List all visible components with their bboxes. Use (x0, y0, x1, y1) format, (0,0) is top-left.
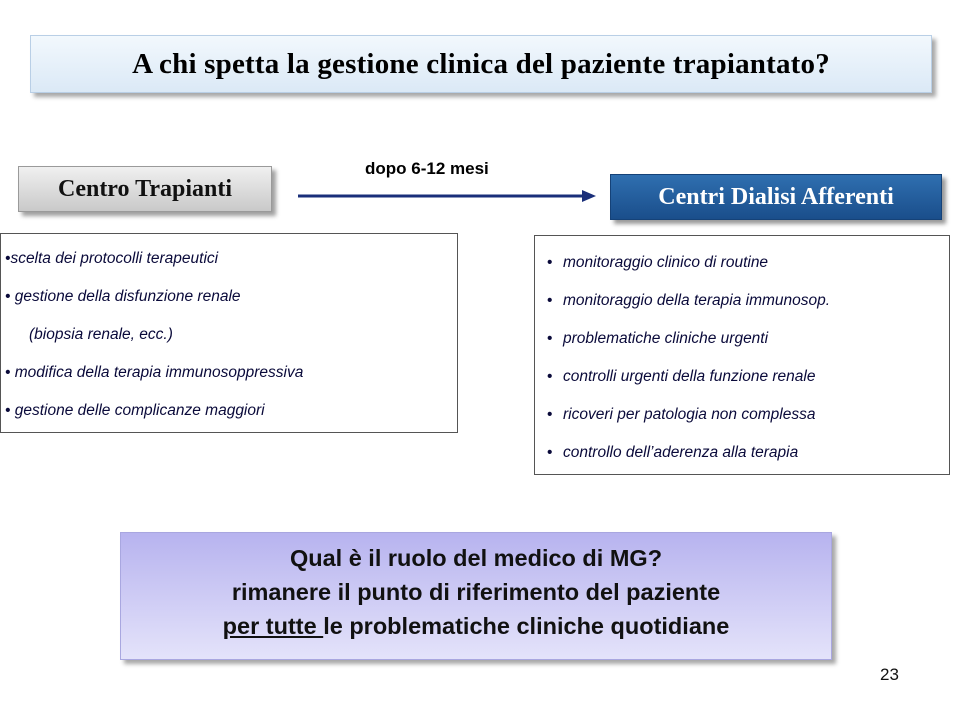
list-item: • modifica della terapia immunosoppressiva (5, 364, 304, 381)
page-number: 23 (880, 665, 899, 684)
callout-line-3: per tutte le problematiche cliniche quotidiane (222, 613, 730, 639)
title-banner (30, 35, 932, 93)
slide-title: A chi spetta la gestione clinica del paziente trapiantato? (132, 47, 830, 80)
bullet-icon: • (547, 292, 553, 309)
callout-line-2: rimanere il punto di riferimento del paziente (231, 579, 721, 605)
bullet-icon: • (5, 402, 11, 419)
bullet-icon: • (547, 444, 553, 461)
centri-dialisi-list (534, 235, 950, 475)
list-item: • controlli urgenti della funzione renale (541, 366, 949, 404)
list-item: (biopsia renale, ecc.) (29, 326, 173, 343)
bullet-icon: • (5, 364, 11, 381)
list-item: • monitoraggio clinico di routine (541, 252, 949, 290)
list-item: • monitoraggio della terapia immunosop. (541, 290, 949, 328)
list-item: • gestione delle complicanze maggiori (5, 402, 265, 419)
list-item: • controllo dell’aderenza alla terapia (541, 442, 949, 480)
list-item: • gestione della disfunzione renale (5, 288, 241, 305)
bullet-icon: • (5, 288, 11, 305)
underlined-text: per tutte (222, 613, 324, 639)
centro-trapianti-list (0, 233, 458, 433)
right-arrow-icon (298, 186, 598, 206)
centro-trapianti-header (18, 166, 272, 212)
centro-trapianti-label: Centro Trapianti (57, 175, 232, 202)
bullet-icon: • (547, 254, 553, 271)
centri-dialisi-label: Centri Dialisi Afferenti (658, 183, 894, 210)
list-item: • ricoveri per patologia non complessa (541, 404, 949, 442)
arrow-label: dopo 6-12 mesi (365, 159, 489, 178)
bullet-icon: • (547, 368, 553, 385)
centri-dialisi-header (610, 174, 942, 220)
list-item: •scelta dei protocolli terapeutici (5, 250, 219, 267)
medico-mg-callout (120, 532, 832, 660)
list-item: • problematiche cliniche urgenti (541, 328, 949, 366)
bullet-icon: • (5, 250, 11, 267)
bullet-icon: • (547, 406, 553, 423)
bullet-icon: • (547, 330, 553, 347)
callout-question: Qual è il ruolo del medico di MG? (289, 545, 663, 571)
